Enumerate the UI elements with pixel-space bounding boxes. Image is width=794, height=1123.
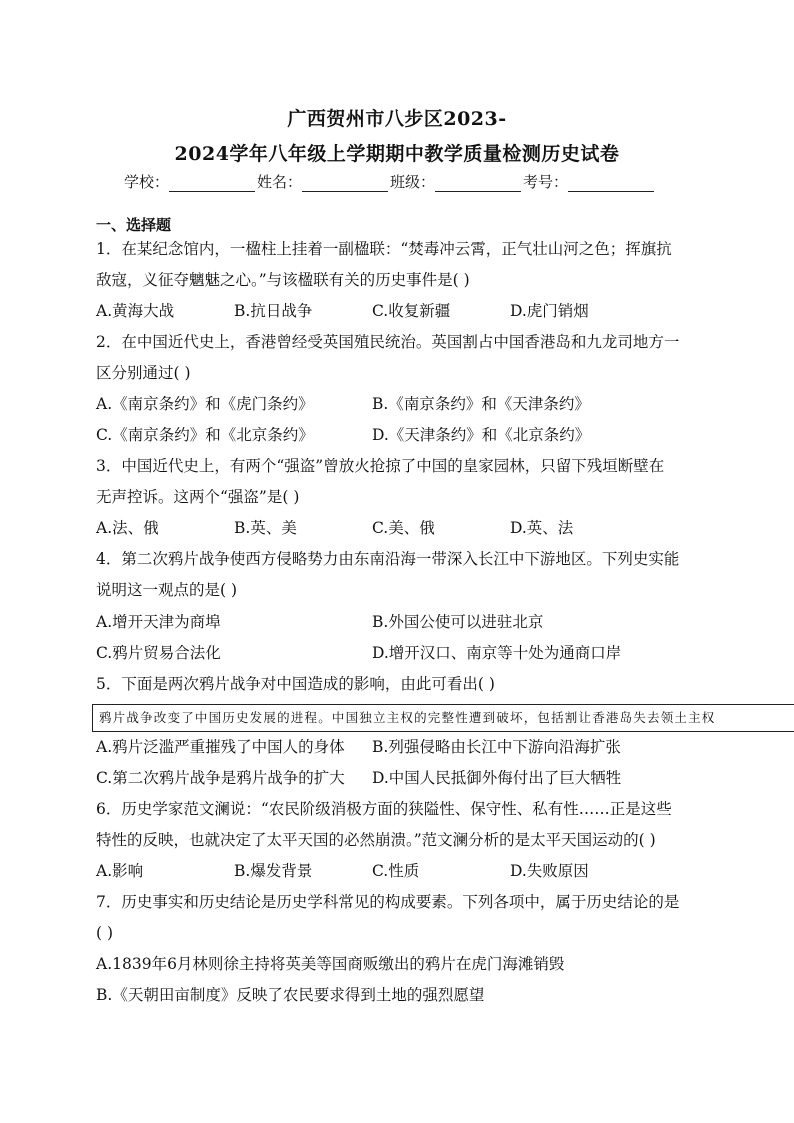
q1-option-b[interactable]: B.抗日战争 bbox=[234, 302, 313, 320]
q1-stem-line1: 1．在某纪念馆内，一楹柱上挂着一副楹联：“焚毒冲云霄，正气壮山河之色；挥旗抗 bbox=[96, 240, 672, 258]
number-field[interactable] bbox=[523, 171, 656, 192]
school-blank[interactable] bbox=[169, 175, 255, 192]
q5-option-b[interactable]: B.列强侵略由长江中下游向沿海扩张 bbox=[372, 738, 621, 756]
number-blank[interactable] bbox=[568, 175, 654, 192]
q7-stem-line2: ( ) bbox=[96, 924, 114, 942]
q4-option-d[interactable]: D.增开汉口、南京等十处为通商口岸 bbox=[372, 644, 622, 662]
q6-option-c[interactable]: C.性质 bbox=[372, 862, 420, 880]
section-heading: 一、选择题 bbox=[96, 216, 172, 234]
student-info-row bbox=[124, 171, 684, 192]
q2-option-a[interactable]: A.《南京条约》和《虎门条约》 bbox=[96, 395, 314, 413]
q2-stem-line2: 区分别通过( ) bbox=[96, 364, 191, 382]
q3-option-b[interactable]: B.英、美 bbox=[234, 519, 297, 537]
q7-option-b[interactable]: B.《天朝田亩制度》反映了农民要求得到土地的强烈愿望 bbox=[96, 986, 485, 1004]
class-label: 班级： bbox=[390, 173, 436, 191]
q2-option-c[interactable]: C.《南京条约》和《北京条约》 bbox=[96, 426, 314, 444]
q1-option-a[interactable]: A.黄海大战 bbox=[96, 302, 175, 320]
name-blank[interactable] bbox=[302, 175, 388, 192]
q6-option-a[interactable]: A.影响 bbox=[96, 862, 144, 880]
q5-option-c[interactable]: C.第二次鸦片战争是鸦片战争的扩大 bbox=[96, 769, 345, 787]
exam-title-line2: 2024学年八年级上学期期中教学质量检测历史试卷 bbox=[174, 143, 620, 165]
class-blank[interactable] bbox=[435, 175, 521, 192]
q4-stem-line2: 说明这一观点的是( ) bbox=[96, 581, 238, 599]
school-field[interactable] bbox=[124, 171, 257, 192]
q2-option-d[interactable]: D.《天津条约》和《北京条约》 bbox=[372, 426, 591, 444]
q5-option-a[interactable]: A.鸦片泛滥严重摧残了中国人的身体 bbox=[96, 738, 345, 756]
q2-option-b[interactable]: B.《南京条约》和《天津条约》 bbox=[372, 395, 590, 413]
q3-option-d[interactable]: D.英、法 bbox=[510, 519, 574, 537]
q7-option-a[interactable]: A.1839年6月林则徐主持将英美等国商贩缴出的鸦片在虎门海滩销毁 bbox=[96, 955, 565, 973]
q1-stem-line2: 敌寇，义征夺魑魅之心。”与该楹联有关的历史事件是( ) bbox=[96, 271, 470, 289]
q4-option-b[interactable]: B.外国公使可以进驻北京 bbox=[372, 613, 544, 631]
q4-stem-line1: 4．第二次鸦片战争使西方侵略势力由东南沿海一带深入长江中下游地区。下列史实能 bbox=[96, 550, 680, 568]
q1-option-d[interactable]: D.虎门销烟 bbox=[510, 302, 589, 320]
q7-stem-line1: 7．历史事实和历史结论是历史学科常见的构成要素。下列各项中，属于历史结论的是 bbox=[96, 893, 680, 911]
q5-stem-line1: 5．下面是两次鸦片战争对中国造成的影响，由此可看出( ) bbox=[96, 675, 495, 693]
q5-material-box: 鸦片战争改变了中国历史发展的进程。中国独立主权的完整性遭到破坏，包括割让香港岛失去领土主权 bbox=[92, 704, 794, 732]
name-field[interactable] bbox=[257, 171, 390, 192]
school-label: 学校： bbox=[124, 173, 170, 191]
q5-option-d[interactable]: D.中国人民抵御外侮付出了巨大牺牲 bbox=[372, 769, 622, 787]
q3-stem-line2: 无声控诉。这两个“强盗”是( ) bbox=[96, 488, 300, 506]
q1-option-c[interactable]: C.收复新疆 bbox=[372, 302, 451, 320]
q6-stem-line1: 6．历史学家范文澜说：“农民阶级消极方面的狭隘性、保守性、私有性……正是这些 bbox=[96, 800, 672, 818]
q3-option-c[interactable]: C.美、俄 bbox=[372, 519, 435, 537]
q4-option-c[interactable]: C.鸦片贸易合法化 bbox=[96, 644, 221, 662]
q6-option-d[interactable]: D.失败原因 bbox=[510, 862, 589, 880]
name-label: 姓名： bbox=[257, 173, 303, 191]
q2-stem-line1: 2．在中国近代史上，香港曾经受英国殖民统治。英国割占中国香港岛和九龙司地方一 bbox=[96, 333, 680, 351]
exam-title-line1: 广西贺州市八步区2023- bbox=[287, 108, 507, 130]
class-field[interactable] bbox=[390, 171, 523, 192]
q3-stem-line1: 3．中国近代史上，有两个“强盗”曾放火抢掠了中国的皇家园林，只留下残垣断壁在 bbox=[96, 457, 665, 475]
q3-option-a[interactable]: A.法、俄 bbox=[96, 519, 159, 537]
q6-option-b[interactable]: B.爆发背景 bbox=[234, 862, 313, 880]
q4-option-a[interactable]: A.增开天津为商埠 bbox=[96, 613, 221, 631]
q6-stem-line2: 特性的反映，也就决定了太平天国的必然崩溃。”范文澜分析的是太平天国运动的( ) bbox=[96, 831, 656, 849]
number-label: 考号： bbox=[523, 173, 569, 191]
